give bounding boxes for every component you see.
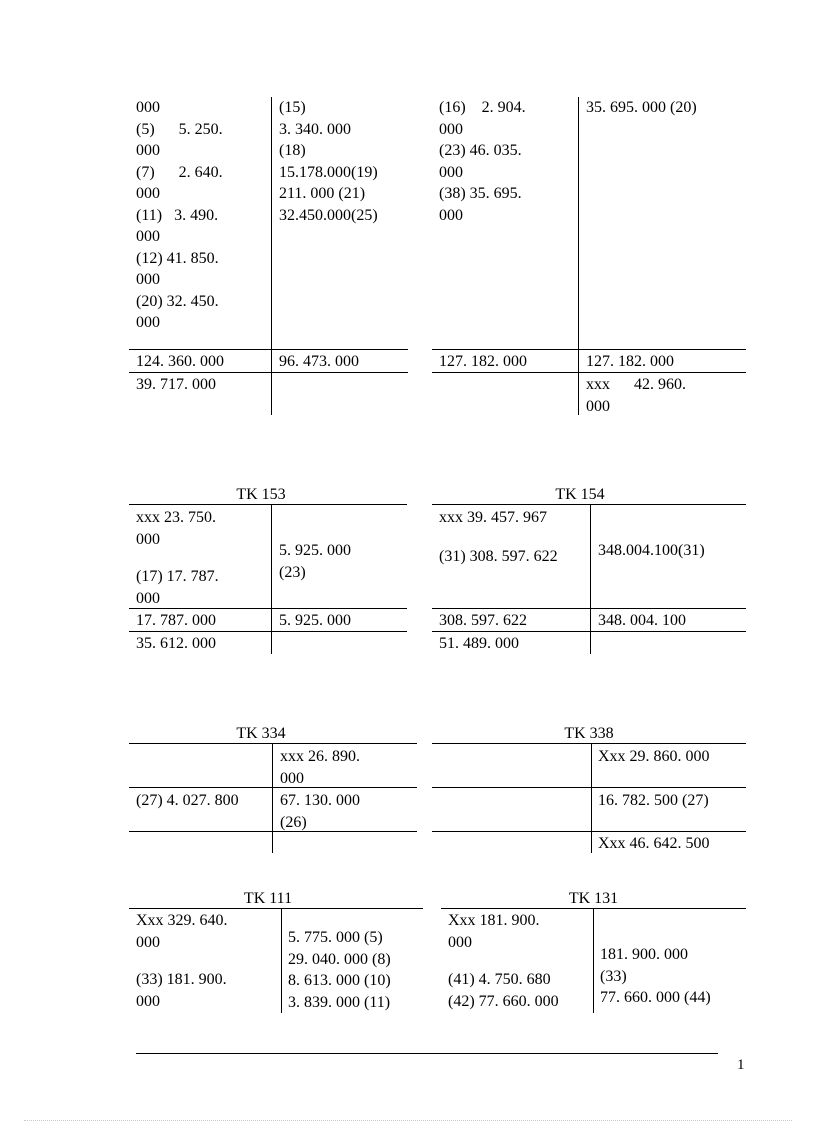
debit-opening: xxx 39. 457. 967 [439, 509, 547, 526]
entry-line: xxx 23. 750. [136, 509, 216, 526]
row-rule [432, 787, 746, 788]
entry-line: (41) 4. 750. 680 [448, 971, 551, 988]
entry-line: 3. 340. 000 [279, 120, 351, 138]
account-title: TK 154 [555, 486, 605, 503]
entry-line: Xxx 181. 900. [448, 912, 540, 929]
debit-balance: 51. 489. 000 [439, 635, 519, 652]
account-title: TK 131 [568, 890, 619, 907]
header-rule [129, 743, 417, 744]
entry-line: 5. 925. 000 [279, 542, 351, 559]
entry-line: Xxx 329. 640. [136, 912, 228, 929]
entry-line: (23) 46. 035. [439, 142, 522, 159]
entry-line: 15.178.000(19) [279, 163, 378, 181]
credit-opening [280, 746, 360, 789]
account-title: TK 334 [236, 725, 286, 742]
entry-line: (15) [279, 99, 306, 116]
credit-entries [279, 540, 351, 583]
credit-total: 96. 473. 000 [279, 353, 359, 370]
entry-line: 000 [136, 185, 160, 202]
entry-line: 000 [136, 992, 160, 1010]
debit-opening [136, 910, 228, 953]
account-title: TK 111 [243, 890, 293, 907]
credit-entries [280, 790, 360, 833]
header-rule [432, 504, 746, 505]
debit-entries [136, 566, 219, 609]
t-account-divider [593, 908, 594, 1013]
total-rule [129, 831, 417, 832]
debit-entry: (27) 4. 027. 800 [136, 792, 239, 809]
credit-entries [600, 944, 688, 987]
header-rule [129, 504, 407, 505]
total-rule [129, 608, 407, 609]
debit-entries [136, 969, 227, 1012]
row-rule [129, 787, 417, 788]
entry-line: 000 [136, 99, 160, 116]
entry-line: 3. 839. 000 (11) [288, 993, 391, 1011]
entry-line: 5. 775. 000 (5) [288, 929, 383, 946]
entry-line: (16) 2. 904. [439, 99, 526, 116]
credit-total: 5. 925. 000 [279, 612, 351, 629]
credit-balance: Xxx 46. 642. 500 [598, 835, 710, 852]
entry-line: (23) [279, 563, 306, 581]
entry-line: (20) 32. 450. [136, 292, 219, 310]
balance-rule [129, 631, 407, 632]
total-rule [432, 831, 746, 832]
header-rule [129, 908, 423, 909]
entry-line: (7) 2. 640. [136, 163, 223, 181]
debit-total: 124. 360. 000 [136, 353, 224, 370]
entry-line: 32.450.000(25) [279, 206, 378, 224]
balance-rule [432, 372, 746, 373]
entry-line: 000 [136, 142, 160, 159]
debit-entries [448, 969, 559, 1012]
entry-line: 29. 040. 000 (8) [288, 950, 391, 968]
credit-total: 127. 182. 000 [586, 353, 674, 370]
debit-opening [448, 910, 540, 953]
entry-line: 8. 613. 000 (10) [288, 972, 391, 989]
entry-line: (42) 77. 660. 000 [448, 992, 559, 1010]
total-rule [432, 608, 746, 609]
entry-line: xxx 42. 960. [586, 376, 686, 393]
entry-line: 000 [136, 933, 160, 951]
debit-entry: (31) 308. 597. 622 [439, 548, 558, 565]
account-title: TK 338 [564, 725, 614, 742]
entry-line: 35. 695. 000 (20) [586, 99, 697, 116]
credit-entry: 348.004.100(31) [598, 542, 705, 559]
credit-opening: Xxx 29. 860. 000 [598, 748, 710, 765]
entry-line: 000 [136, 271, 160, 288]
entry-line: (33) 181. 900. [136, 971, 227, 988]
credit-entry: 16. 782. 500 (27) [598, 792, 709, 809]
balance-rule [432, 631, 746, 632]
entry-line: 000 [136, 589, 160, 607]
t-account-divider [271, 97, 272, 415]
footer-rule [136, 1053, 718, 1054]
debit-entries [439, 97, 574, 226]
balance-rule [129, 372, 408, 373]
entry-line: 000 [280, 769, 304, 787]
debit-total: 127. 182. 000 [439, 353, 527, 370]
debit-balance: 39. 717. 000 [136, 376, 216, 393]
entry-line: 000 [439, 120, 463, 138]
entry-line: (17) 17. 787. [136, 568, 219, 585]
t-account-divider [272, 743, 273, 853]
account-title: TK 153 [236, 486, 286, 503]
header-rule [432, 743, 746, 744]
debit-balance: 35. 612. 000 [136, 635, 216, 652]
debit-total: 308. 597. 622 [439, 612, 527, 629]
debit-opening [136, 507, 216, 550]
entry-line: (18) [279, 142, 306, 159]
total-rule [432, 349, 746, 350]
entry-line: 181. 900. 000 [600, 946, 688, 963]
credit-entries [288, 927, 391, 1013]
total-rule [129, 349, 408, 350]
page-edge-divider [24, 1120, 792, 1121]
entry-line: 000 [136, 530, 160, 548]
entry-line: (12) 41. 850. [136, 249, 219, 267]
entry-line: 000 [586, 397, 610, 415]
credit-entries [279, 97, 407, 226]
debit-total: 17. 787. 000 [136, 612, 216, 629]
t-account-divider [281, 908, 282, 1013]
entry-line: 67. 130. 000 [280, 792, 360, 809]
entry-line: 000 [136, 314, 160, 331]
entry-line: (38) 35. 695. [439, 185, 522, 202]
t-account-divider [591, 743, 592, 853]
entry-line: (33) [600, 967, 627, 985]
debit-entries [136, 97, 266, 334]
entry-line: (11) 3. 490. [136, 206, 219, 224]
credit-balance [586, 374, 726, 417]
credit-entries [586, 97, 741, 119]
entry-line: xxx 26. 890. [280, 748, 360, 765]
entry-line: 000 [448, 933, 472, 951]
entry-line: (26) [280, 813, 307, 831]
entry-line: 000 [439, 163, 463, 181]
credit-entry: 77. 660. 000 (44) [600, 989, 711, 1006]
credit-total: 348. 004. 100 [598, 612, 686, 629]
page-number: 1 [737, 1057, 745, 1073]
entry-line: 211. 000 (21) [279, 185, 366, 202]
t-account-divider [578, 97, 579, 415]
entry-line: 000 [136, 228, 160, 245]
entry-line: 000 [439, 206, 463, 224]
entry-line: (5) 5. 250. [136, 120, 223, 138]
